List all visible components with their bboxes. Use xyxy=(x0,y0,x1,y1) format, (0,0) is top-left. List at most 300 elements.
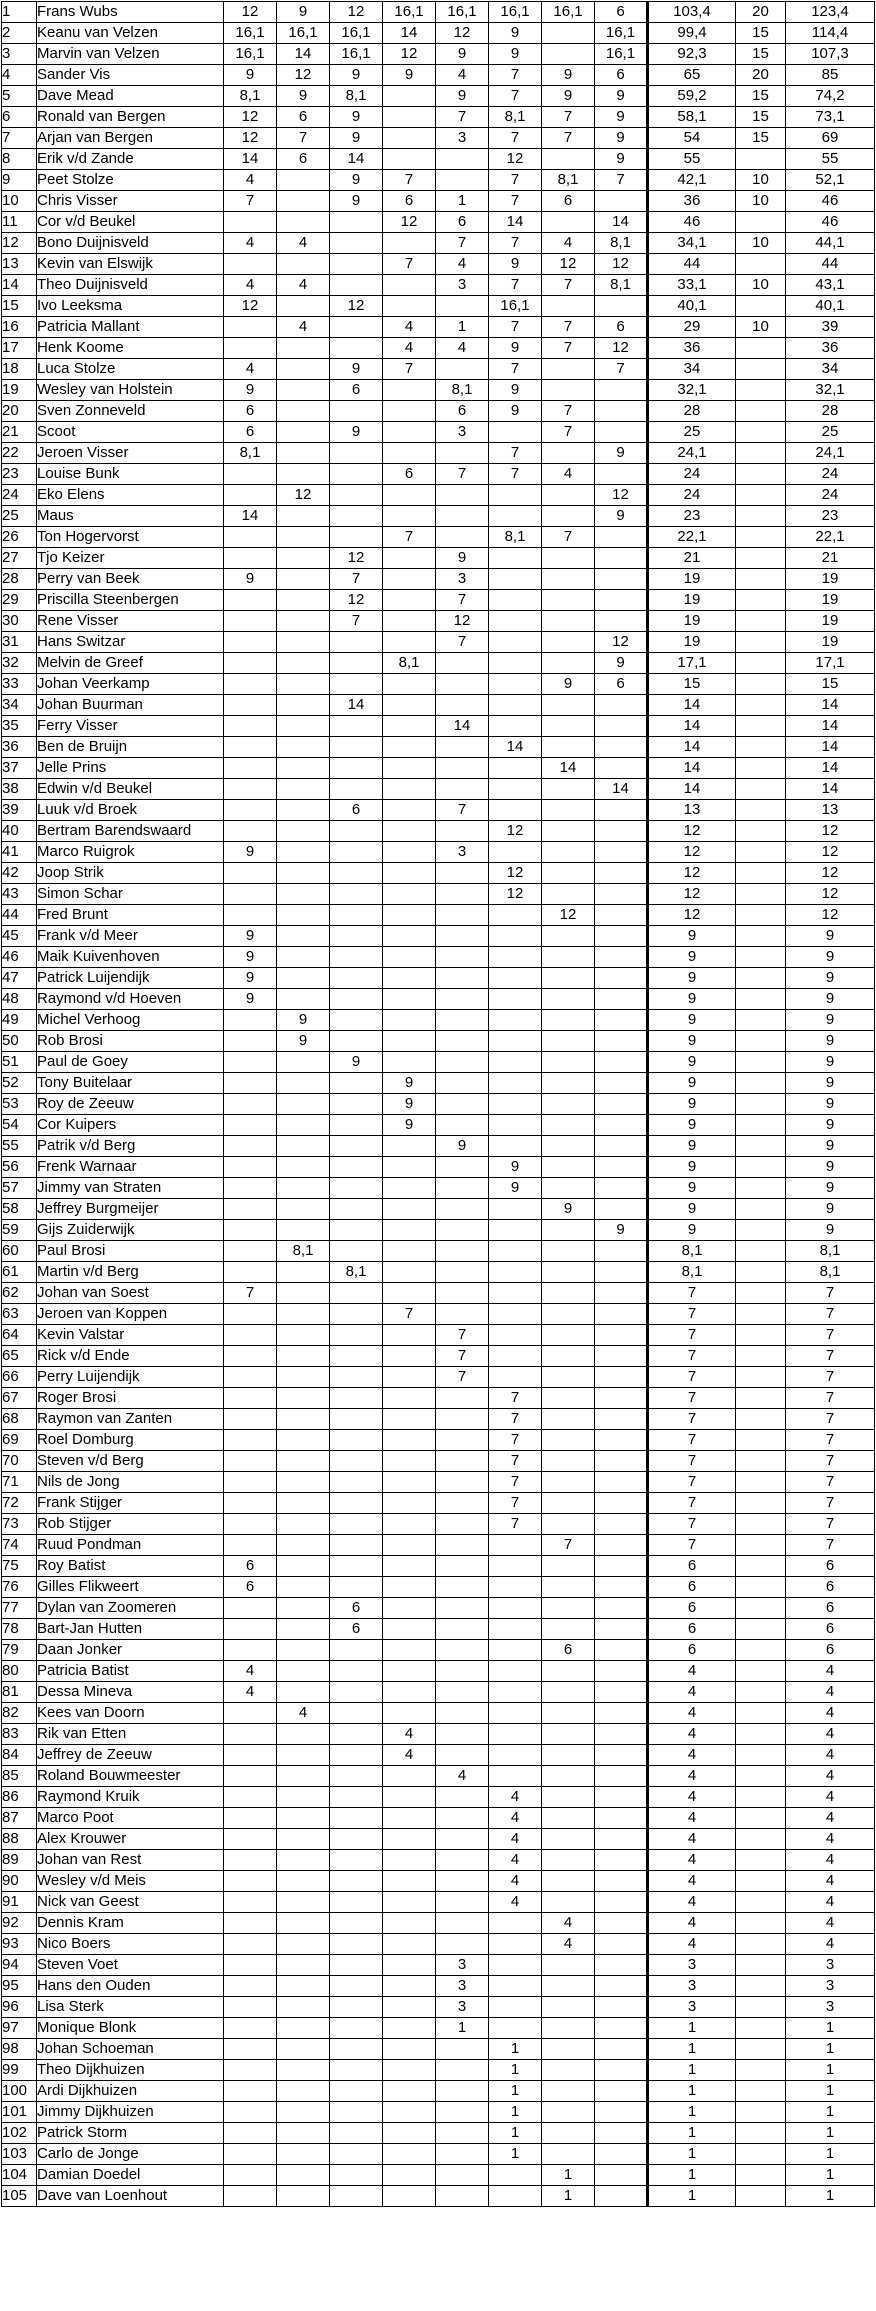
score-cell xyxy=(383,1136,436,1157)
score-cell xyxy=(595,590,648,611)
score-cell: 7 xyxy=(489,170,542,191)
score-cell xyxy=(383,674,436,695)
score-cell xyxy=(330,842,383,863)
score-cell xyxy=(383,233,436,254)
bonus-cell xyxy=(736,863,786,884)
score-cell xyxy=(489,1031,542,1052)
score-cell xyxy=(224,1724,277,1745)
table-row xyxy=(2,737,875,758)
bonus-cell xyxy=(736,2018,786,2039)
score-cell xyxy=(489,485,542,506)
table-row xyxy=(2,1598,875,1619)
score-cell: 4 xyxy=(277,317,330,338)
score-cell xyxy=(383,548,436,569)
score-cell xyxy=(277,905,330,926)
score-cell: 12 xyxy=(489,863,542,884)
score-cell: 7 xyxy=(542,107,595,128)
score-cell: 9 xyxy=(489,44,542,65)
score-cell xyxy=(277,632,330,653)
score-cell xyxy=(383,926,436,947)
score-cell xyxy=(383,1367,436,1388)
score-cell xyxy=(330,884,383,905)
subtotal-cell: 99,4 xyxy=(648,23,736,44)
table-row xyxy=(2,1829,875,1850)
table-row xyxy=(2,548,875,569)
total-cell: 7 xyxy=(786,1304,875,1325)
score-cell xyxy=(277,758,330,779)
subtotal-cell: 55 xyxy=(648,149,736,170)
player-name-cell: Nick van Geest xyxy=(37,1892,224,1913)
subtotal-cell: 1 xyxy=(648,2060,736,2081)
total-cell: 17,1 xyxy=(786,653,875,674)
score-cell xyxy=(542,149,595,170)
score-cell xyxy=(383,611,436,632)
rank-cell: 61 xyxy=(2,1262,37,1283)
player-name-cell: Marco Ruigrok xyxy=(37,842,224,863)
bonus-cell xyxy=(736,1388,786,1409)
standings-table xyxy=(1,1,875,2207)
score-cell xyxy=(489,1346,542,1367)
score-cell xyxy=(383,1409,436,1430)
score-cell xyxy=(330,1745,383,1766)
score-cell xyxy=(277,1682,330,1703)
player-name-cell: Jeroen van Koppen xyxy=(37,1304,224,1325)
subtotal-cell: 4 xyxy=(648,1850,736,1871)
score-cell xyxy=(542,947,595,968)
table-row xyxy=(2,1808,875,1829)
score-cell xyxy=(224,254,277,275)
rank-cell: 103 xyxy=(2,2144,37,2165)
player-name-cell: Cor v/d Beukel xyxy=(37,212,224,233)
player-name-cell: Perry van Beek xyxy=(37,569,224,590)
player-name-cell: Chris Visser xyxy=(37,191,224,212)
score-cell: 9 xyxy=(436,548,489,569)
table-row xyxy=(2,128,875,149)
player-name-cell: Luuk v/d Broek xyxy=(37,800,224,821)
bonus-cell: 10 xyxy=(736,317,786,338)
score-cell xyxy=(383,2018,436,2039)
bonus-cell xyxy=(736,758,786,779)
score-cell xyxy=(595,863,648,884)
score-cell xyxy=(436,1472,489,1493)
score-cell: 7 xyxy=(489,128,542,149)
table-row xyxy=(2,1451,875,1472)
score-cell: 12 xyxy=(542,254,595,275)
player-name-cell: Rick v/d Ende xyxy=(37,1346,224,1367)
bonus-cell xyxy=(736,1535,786,1556)
score-cell xyxy=(224,1850,277,1871)
player-name-cell: Jeffrey de Zeeuw xyxy=(37,1745,224,1766)
rank-cell: 91 xyxy=(2,1892,37,1913)
table-row xyxy=(2,2123,875,2144)
table-row xyxy=(2,1682,875,1703)
table-row xyxy=(2,443,875,464)
subtotal-cell: 4 xyxy=(648,1661,736,1682)
score-cell: 8,1 xyxy=(595,233,648,254)
score-cell: 7 xyxy=(489,1451,542,1472)
total-cell: 55 xyxy=(786,149,875,170)
score-cell xyxy=(595,1367,648,1388)
table-row xyxy=(2,1157,875,1178)
score-cell xyxy=(330,758,383,779)
subtotal-cell: 9 xyxy=(648,1178,736,1199)
score-cell xyxy=(436,1682,489,1703)
score-cell xyxy=(383,1010,436,1031)
table-row xyxy=(2,338,875,359)
score-cell: 7 xyxy=(542,401,595,422)
score-cell: 9 xyxy=(595,653,648,674)
score-cell xyxy=(383,1871,436,1892)
score-cell xyxy=(277,527,330,548)
score-cell xyxy=(489,716,542,737)
subtotal-cell: 6 xyxy=(648,1577,736,1598)
score-cell: 16,1 xyxy=(489,2,542,23)
score-cell: 7 xyxy=(489,1409,542,1430)
score-cell: 4 xyxy=(489,1829,542,1850)
table-row xyxy=(2,779,875,800)
score-cell xyxy=(595,1745,648,1766)
score-cell xyxy=(436,1514,489,1535)
score-cell xyxy=(436,2123,489,2144)
score-cell xyxy=(489,1115,542,1136)
score-cell xyxy=(330,1199,383,1220)
table-row xyxy=(2,485,875,506)
score-cell xyxy=(383,632,436,653)
rank-cell: 90 xyxy=(2,1871,37,1892)
score-cell xyxy=(277,422,330,443)
score-cell xyxy=(277,569,330,590)
rank-cell: 28 xyxy=(2,569,37,590)
bonus-cell: 20 xyxy=(736,2,786,23)
bonus-cell xyxy=(736,1598,786,1619)
subtotal-cell: 14 xyxy=(648,737,736,758)
player-name-cell: Gilles Flikweert xyxy=(37,1577,224,1598)
total-cell: 9 xyxy=(786,1115,875,1136)
subtotal-cell: 8,1 xyxy=(648,1241,736,1262)
subtotal-cell: 34 xyxy=(648,359,736,380)
score-cell xyxy=(489,1661,542,1682)
score-cell: 3 xyxy=(436,1997,489,2018)
player-name-cell: Paul de Goey xyxy=(37,1052,224,1073)
total-cell: 7 xyxy=(786,1514,875,1535)
score-cell xyxy=(277,1409,330,1430)
rank-cell: 96 xyxy=(2,1997,37,2018)
rank-cell: 7 xyxy=(2,128,37,149)
score-cell: 6 xyxy=(595,317,648,338)
score-cell xyxy=(489,1220,542,1241)
score-cell xyxy=(277,1304,330,1325)
player-name-cell: Maik Kuivenhoven xyxy=(37,947,224,968)
score-cell xyxy=(224,1430,277,1451)
score-cell: 12 xyxy=(330,2,383,23)
bonus-cell xyxy=(736,1661,786,1682)
score-cell: 7 xyxy=(489,1388,542,1409)
bonus-cell xyxy=(736,989,786,1010)
score-cell xyxy=(542,1304,595,1325)
score-cell xyxy=(224,1808,277,1829)
subtotal-cell: 9 xyxy=(648,1094,736,1115)
rank-cell: 74 xyxy=(2,1535,37,1556)
score-cell xyxy=(542,863,595,884)
score-cell xyxy=(277,1514,330,1535)
score-cell: 4 xyxy=(436,1766,489,1787)
score-cell xyxy=(595,1829,648,1850)
rank-cell: 5 xyxy=(2,86,37,107)
table-row xyxy=(2,1052,875,1073)
player-name-cell: Sander Vis xyxy=(37,65,224,86)
score-cell xyxy=(330,1325,383,1346)
bonus-cell xyxy=(736,1913,786,1934)
score-cell: 6 xyxy=(595,674,648,695)
player-name-cell: Dave Mead xyxy=(37,86,224,107)
subtotal-cell: 22,1 xyxy=(648,527,736,548)
score-cell xyxy=(436,947,489,968)
score-cell: 9 xyxy=(277,1031,330,1052)
score-cell: 4 xyxy=(383,1724,436,1745)
score-cell xyxy=(595,1283,648,1304)
score-cell xyxy=(489,1619,542,1640)
table-row xyxy=(2,23,875,44)
score-cell: 4 xyxy=(489,1787,542,1808)
rank-cell: 23 xyxy=(2,464,37,485)
table-row xyxy=(2,1493,875,1514)
score-cell xyxy=(330,1304,383,1325)
score-cell: 9 xyxy=(277,1010,330,1031)
subtotal-cell: 9 xyxy=(648,1073,736,1094)
score-cell xyxy=(330,317,383,338)
score-cell xyxy=(436,149,489,170)
score-cell xyxy=(436,296,489,317)
total-cell: 1 xyxy=(786,2123,875,2144)
score-cell xyxy=(436,1640,489,1661)
bonus-cell xyxy=(736,590,786,611)
score-cell xyxy=(436,1556,489,1577)
score-cell xyxy=(542,1346,595,1367)
rank-cell: 13 xyxy=(2,254,37,275)
subtotal-cell: 44 xyxy=(648,254,736,275)
table-row xyxy=(2,2081,875,2102)
rank-cell: 9 xyxy=(2,170,37,191)
score-cell xyxy=(277,1598,330,1619)
subtotal-cell: 9 xyxy=(648,989,736,1010)
score-cell: 4 xyxy=(383,317,436,338)
table-row xyxy=(2,1031,875,1052)
score-cell xyxy=(277,2186,330,2207)
score-cell xyxy=(436,863,489,884)
score-cell xyxy=(330,1871,383,1892)
score-cell xyxy=(542,800,595,821)
score-cell xyxy=(489,1745,542,1766)
score-cell xyxy=(436,1178,489,1199)
score-cell xyxy=(489,926,542,947)
score-cell: 12 xyxy=(595,254,648,275)
score-cell xyxy=(436,1430,489,1451)
player-name-cell: Johan Schoeman xyxy=(37,2039,224,2060)
rank-cell: 87 xyxy=(2,1808,37,1829)
score-cell xyxy=(436,1829,489,1850)
bonus-cell xyxy=(736,1514,786,1535)
rank-cell: 36 xyxy=(2,737,37,758)
score-cell: 4 xyxy=(436,338,489,359)
score-cell xyxy=(436,1661,489,1682)
score-cell xyxy=(595,1913,648,1934)
score-cell xyxy=(330,1346,383,1367)
player-name-cell: Ben de Bruijn xyxy=(37,737,224,758)
score-cell xyxy=(595,1934,648,1955)
bonus-cell xyxy=(736,254,786,275)
total-cell: 4 xyxy=(786,1661,875,1682)
score-cell xyxy=(330,632,383,653)
score-cell xyxy=(595,1388,648,1409)
bonus-cell: 10 xyxy=(736,191,786,212)
score-cell xyxy=(330,905,383,926)
player-name-cell: Wesley v/d Meis xyxy=(37,1871,224,1892)
score-cell xyxy=(277,1787,330,1808)
subtotal-cell: 12 xyxy=(648,863,736,884)
score-cell xyxy=(330,1367,383,1388)
score-cell xyxy=(542,1388,595,1409)
score-cell xyxy=(542,485,595,506)
table-row xyxy=(2,968,875,989)
score-cell: 12 xyxy=(330,296,383,317)
score-cell: 6 xyxy=(595,2,648,23)
table-row xyxy=(2,1850,875,1871)
score-cell xyxy=(330,716,383,737)
bonus-cell xyxy=(736,1808,786,1829)
score-cell xyxy=(489,842,542,863)
total-cell: 15 xyxy=(786,674,875,695)
player-name-cell: Perry Luijendijk xyxy=(37,1367,224,1388)
subtotal-cell: 14 xyxy=(648,716,736,737)
bonus-cell xyxy=(736,737,786,758)
score-cell: 1 xyxy=(489,2123,542,2144)
score-cell xyxy=(595,1157,648,1178)
score-cell: 16,1 xyxy=(542,2,595,23)
table-row xyxy=(2,1409,875,1430)
subtotal-cell: 7 xyxy=(648,1409,736,1430)
player-name-cell: Cor Kuipers xyxy=(37,1115,224,1136)
bonus-cell xyxy=(736,1283,786,1304)
score-cell xyxy=(436,1535,489,1556)
player-name-cell: Roy de Zeeuw xyxy=(37,1094,224,1115)
subtotal-cell: 4 xyxy=(648,1745,736,1766)
total-cell: 24 xyxy=(786,464,875,485)
table-row xyxy=(2,716,875,737)
score-cell xyxy=(277,1115,330,1136)
subtotal-cell: 59,2 xyxy=(648,86,736,107)
bonus-cell xyxy=(736,674,786,695)
score-cell xyxy=(224,1934,277,1955)
score-cell xyxy=(436,1220,489,1241)
total-cell: 6 xyxy=(786,1556,875,1577)
bonus-cell xyxy=(736,1619,786,1640)
score-cell: 7 xyxy=(489,464,542,485)
score-cell xyxy=(489,632,542,653)
score-cell: 16,1 xyxy=(224,44,277,65)
player-name-cell: Jeffrey Burgmeijer xyxy=(37,1199,224,1220)
score-cell xyxy=(542,1031,595,1052)
score-cell xyxy=(330,1178,383,1199)
score-cell xyxy=(383,107,436,128)
subtotal-cell: 1 xyxy=(648,2144,736,2165)
score-cell xyxy=(542,548,595,569)
player-name-cell: Marvin van Velzen xyxy=(37,44,224,65)
score-cell: 6 xyxy=(595,65,648,86)
score-cell xyxy=(542,1829,595,1850)
score-cell xyxy=(277,1829,330,1850)
bonus-cell xyxy=(736,842,786,863)
table-row xyxy=(2,1010,875,1031)
total-cell: 9 xyxy=(786,1220,875,1241)
total-cell: 9 xyxy=(786,1178,875,1199)
score-cell xyxy=(383,2165,436,2186)
score-cell xyxy=(330,1493,383,1514)
score-cell: 9 xyxy=(330,107,383,128)
bonus-cell xyxy=(736,2081,786,2102)
score-cell xyxy=(224,1241,277,1262)
total-cell: 7 xyxy=(786,1346,875,1367)
score-cell: 8,1 xyxy=(489,107,542,128)
player-name-cell: Marco Poot xyxy=(37,1808,224,1829)
score-cell: 3 xyxy=(436,842,489,863)
score-cell xyxy=(277,380,330,401)
score-cell: 9 xyxy=(489,1157,542,1178)
score-cell xyxy=(436,1157,489,1178)
rank-cell: 35 xyxy=(2,716,37,737)
score-cell xyxy=(383,422,436,443)
score-cell xyxy=(542,1766,595,1787)
score-cell xyxy=(383,1682,436,1703)
player-name-cell: Hans Switzar xyxy=(37,632,224,653)
rank-cell: 21 xyxy=(2,422,37,443)
score-cell xyxy=(489,2165,542,2186)
player-name-cell: Henk Koome xyxy=(37,338,224,359)
table-row xyxy=(2,1577,875,1598)
score-cell xyxy=(383,1976,436,1997)
score-cell: 7 xyxy=(330,569,383,590)
rank-cell: 68 xyxy=(2,1409,37,1430)
score-cell xyxy=(383,2060,436,2081)
score-cell xyxy=(277,1535,330,1556)
score-cell xyxy=(330,1934,383,1955)
bonus-cell: 10 xyxy=(736,275,786,296)
score-cell xyxy=(224,2186,277,2207)
score-cell xyxy=(224,1451,277,1472)
score-cell xyxy=(330,1409,383,1430)
score-cell xyxy=(595,1766,648,1787)
score-cell xyxy=(436,2165,489,2186)
player-name-cell: Dave van Loenhout xyxy=(37,2186,224,2207)
score-cell xyxy=(277,926,330,947)
bonus-cell xyxy=(736,1745,786,1766)
score-cell xyxy=(489,905,542,926)
score-cell xyxy=(383,485,436,506)
score-cell xyxy=(224,1955,277,1976)
score-cell xyxy=(330,1283,383,1304)
subtotal-cell: 23 xyxy=(648,506,736,527)
score-cell xyxy=(595,1136,648,1157)
rank-cell: 43 xyxy=(2,884,37,905)
score-cell xyxy=(542,2039,595,2060)
rank-cell: 44 xyxy=(2,905,37,926)
score-cell: 14 xyxy=(330,149,383,170)
score-cell xyxy=(224,2144,277,2165)
bonus-cell: 15 xyxy=(736,128,786,149)
score-cell: 12 xyxy=(224,2,277,23)
score-cell xyxy=(595,1955,648,1976)
score-cell xyxy=(224,1640,277,1661)
score-cell: 8,1 xyxy=(330,86,383,107)
